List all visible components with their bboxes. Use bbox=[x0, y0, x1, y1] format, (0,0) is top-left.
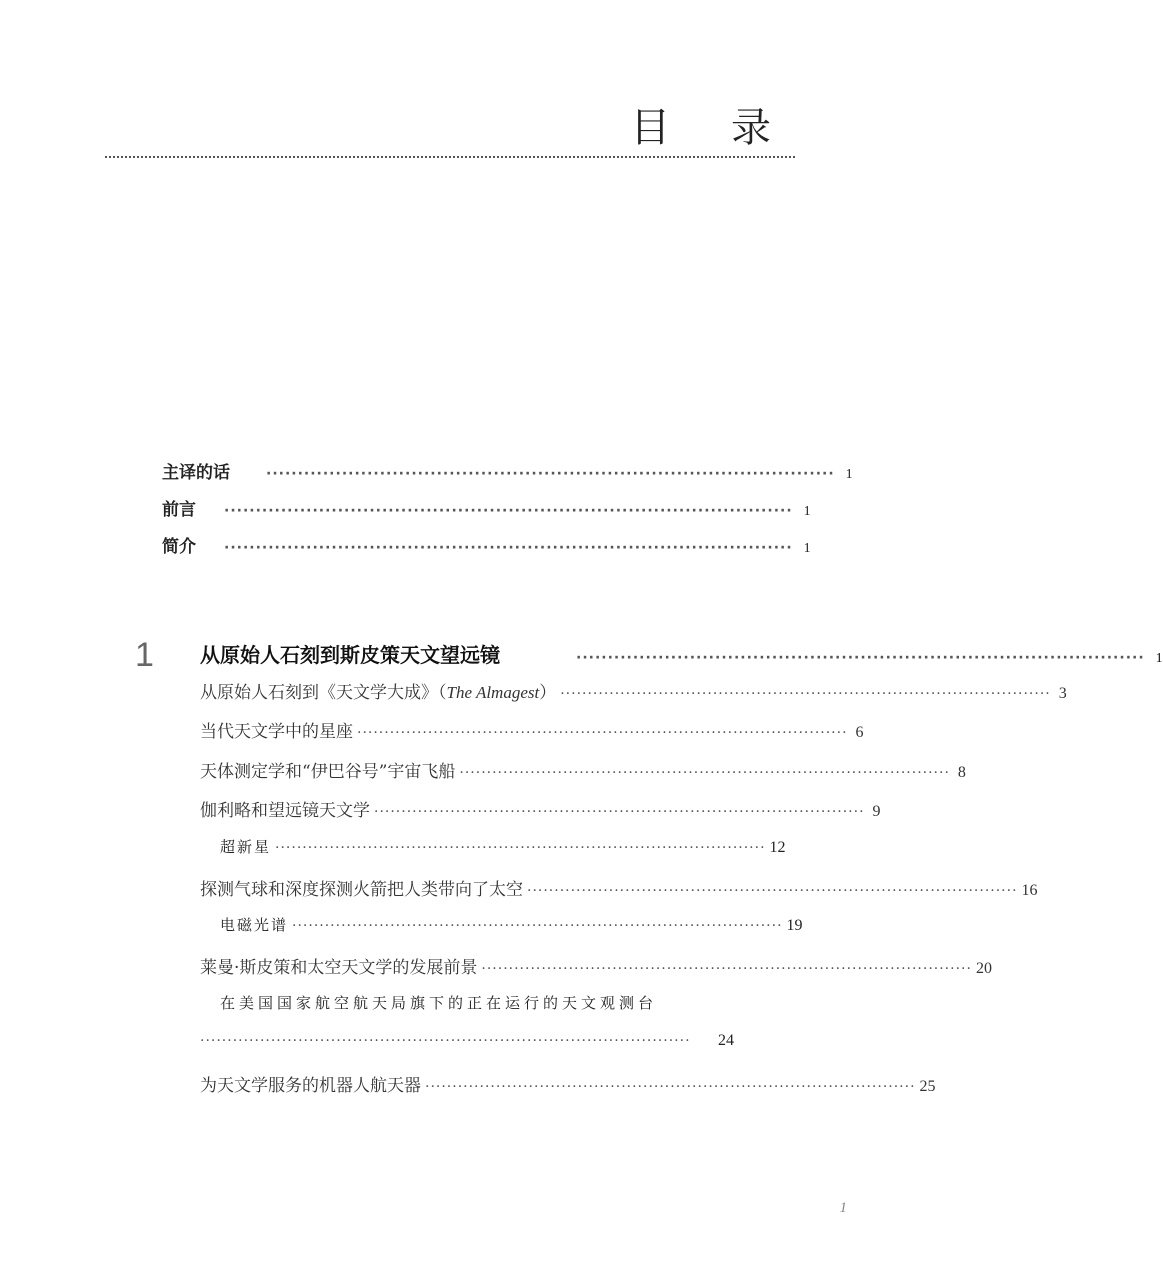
toc-page-number: 20 bbox=[975, 960, 992, 977]
toc-leader-dots: ·························································································· bbox=[459, 765, 950, 781]
toc-subentry-label-wrapped[interactable]: 在美国国家航空航天局旗下的正在运行的天文观测台 bbox=[220, 994, 658, 1012]
toc-entry-label: 探测气球和深度探测火箭把人类带向了太空 bbox=[200, 880, 523, 900]
toc-entry-translator-note[interactable] bbox=[162, 458, 853, 483]
toc-entry-label: 前言 bbox=[162, 500, 196, 520]
toc-leader-dots: ·························································································· bbox=[560, 686, 1051, 702]
toc-page-number: 1 bbox=[803, 504, 811, 519]
toc-leader-dots: ·························································································· bbox=[266, 466, 835, 482]
toc-entry[interactable] bbox=[200, 796, 881, 821]
toc-subentry[interactable] bbox=[220, 914, 803, 935]
toc-leader-dots: ·························································································· bbox=[224, 503, 793, 519]
toc-leader-dots: ·························································································· bbox=[425, 1079, 916, 1095]
toc-entry[interactable] bbox=[200, 953, 992, 978]
toc-entry-label: 为天文学服务的机器人航天器 bbox=[200, 1076, 421, 1096]
toc-entry[interactable] bbox=[200, 678, 1067, 703]
toc-entry[interactable] bbox=[200, 875, 1038, 900]
toc-page-number: 25 bbox=[919, 1078, 936, 1095]
title-dotted-rule bbox=[105, 156, 795, 158]
toc-page-number: 16 bbox=[1021, 882, 1038, 899]
toc-entry-label: 天体测定学和“伊巴谷号”宇宙飞船 bbox=[200, 762, 456, 782]
toc-page-number: 3 bbox=[1058, 685, 1067, 702]
toc-page-number: 6 bbox=[855, 724, 864, 741]
toc-entry-label: 简介 bbox=[162, 537, 196, 557]
toc-page-number: 1 bbox=[845, 467, 853, 482]
toc-subentry[interactable] bbox=[220, 836, 786, 857]
toc-leader-dots: ·························································································· bbox=[292, 918, 783, 934]
toc-entry[interactable] bbox=[200, 717, 864, 742]
toc-page-number: 12 bbox=[769, 839, 786, 856]
toc-leader-dots: ·························································································· bbox=[200, 1033, 691, 1049]
toc-leader-dots: ·························································································· bbox=[275, 840, 766, 856]
toc-entry-label: 从原始人石刻到斯皮策天文望远镜 bbox=[200, 643, 500, 667]
page-title: 目 录 bbox=[630, 105, 795, 151]
toc-subentry-continuation[interactable] bbox=[200, 1032, 734, 1050]
toc-entry-label: 伽利略和望远镜天文学 bbox=[200, 801, 370, 821]
toc-entry-label: 从原始人石刻到《天文学大成》（The Almagest） bbox=[200, 683, 557, 703]
toc-entry-label: 电磁光谱 bbox=[220, 916, 289, 934]
toc-leader-dots: ·························································································· bbox=[527, 883, 1018, 899]
page-folio-number: 1 bbox=[839, 1200, 847, 1216]
toc-leader-dots: ·························································································· bbox=[357, 725, 848, 741]
toc-page-number: 1 bbox=[1155, 651, 1163, 666]
toc-page-number: 9 bbox=[872, 803, 881, 820]
toc-page-number: 8 bbox=[957, 764, 966, 781]
toc-leader-dots: ·························································································· bbox=[481, 961, 972, 977]
toc-entry-label: 超新星 bbox=[220, 838, 272, 856]
toc-entry[interactable] bbox=[200, 1071, 936, 1096]
toc-leader-dots: ·························································································· bbox=[576, 650, 1145, 666]
toc-entry-label: 莱曼·斯皮策和太空天文学的发展前景 bbox=[200, 958, 478, 978]
toc-page-number: 24 bbox=[718, 1032, 734, 1049]
chapter-number: 1 bbox=[135, 636, 154, 674]
toc-entry-preface[interactable] bbox=[162, 495, 811, 520]
toc-page-number: 1 bbox=[803, 541, 811, 556]
toc-chapter-title[interactable] bbox=[200, 639, 1163, 668]
toc-leader-dots: ·························································································· bbox=[374, 804, 865, 820]
toc-entry-label: 主译的话 bbox=[162, 463, 230, 483]
toc-leader-dots: ·························································································· bbox=[224, 540, 793, 556]
toc-entry-label: 当代天文学中的星座 bbox=[200, 722, 353, 742]
toc-entry[interactable] bbox=[200, 757, 966, 782]
toc-entry-introduction[interactable] bbox=[162, 532, 811, 557]
toc-page-number: 19 bbox=[786, 917, 803, 934]
